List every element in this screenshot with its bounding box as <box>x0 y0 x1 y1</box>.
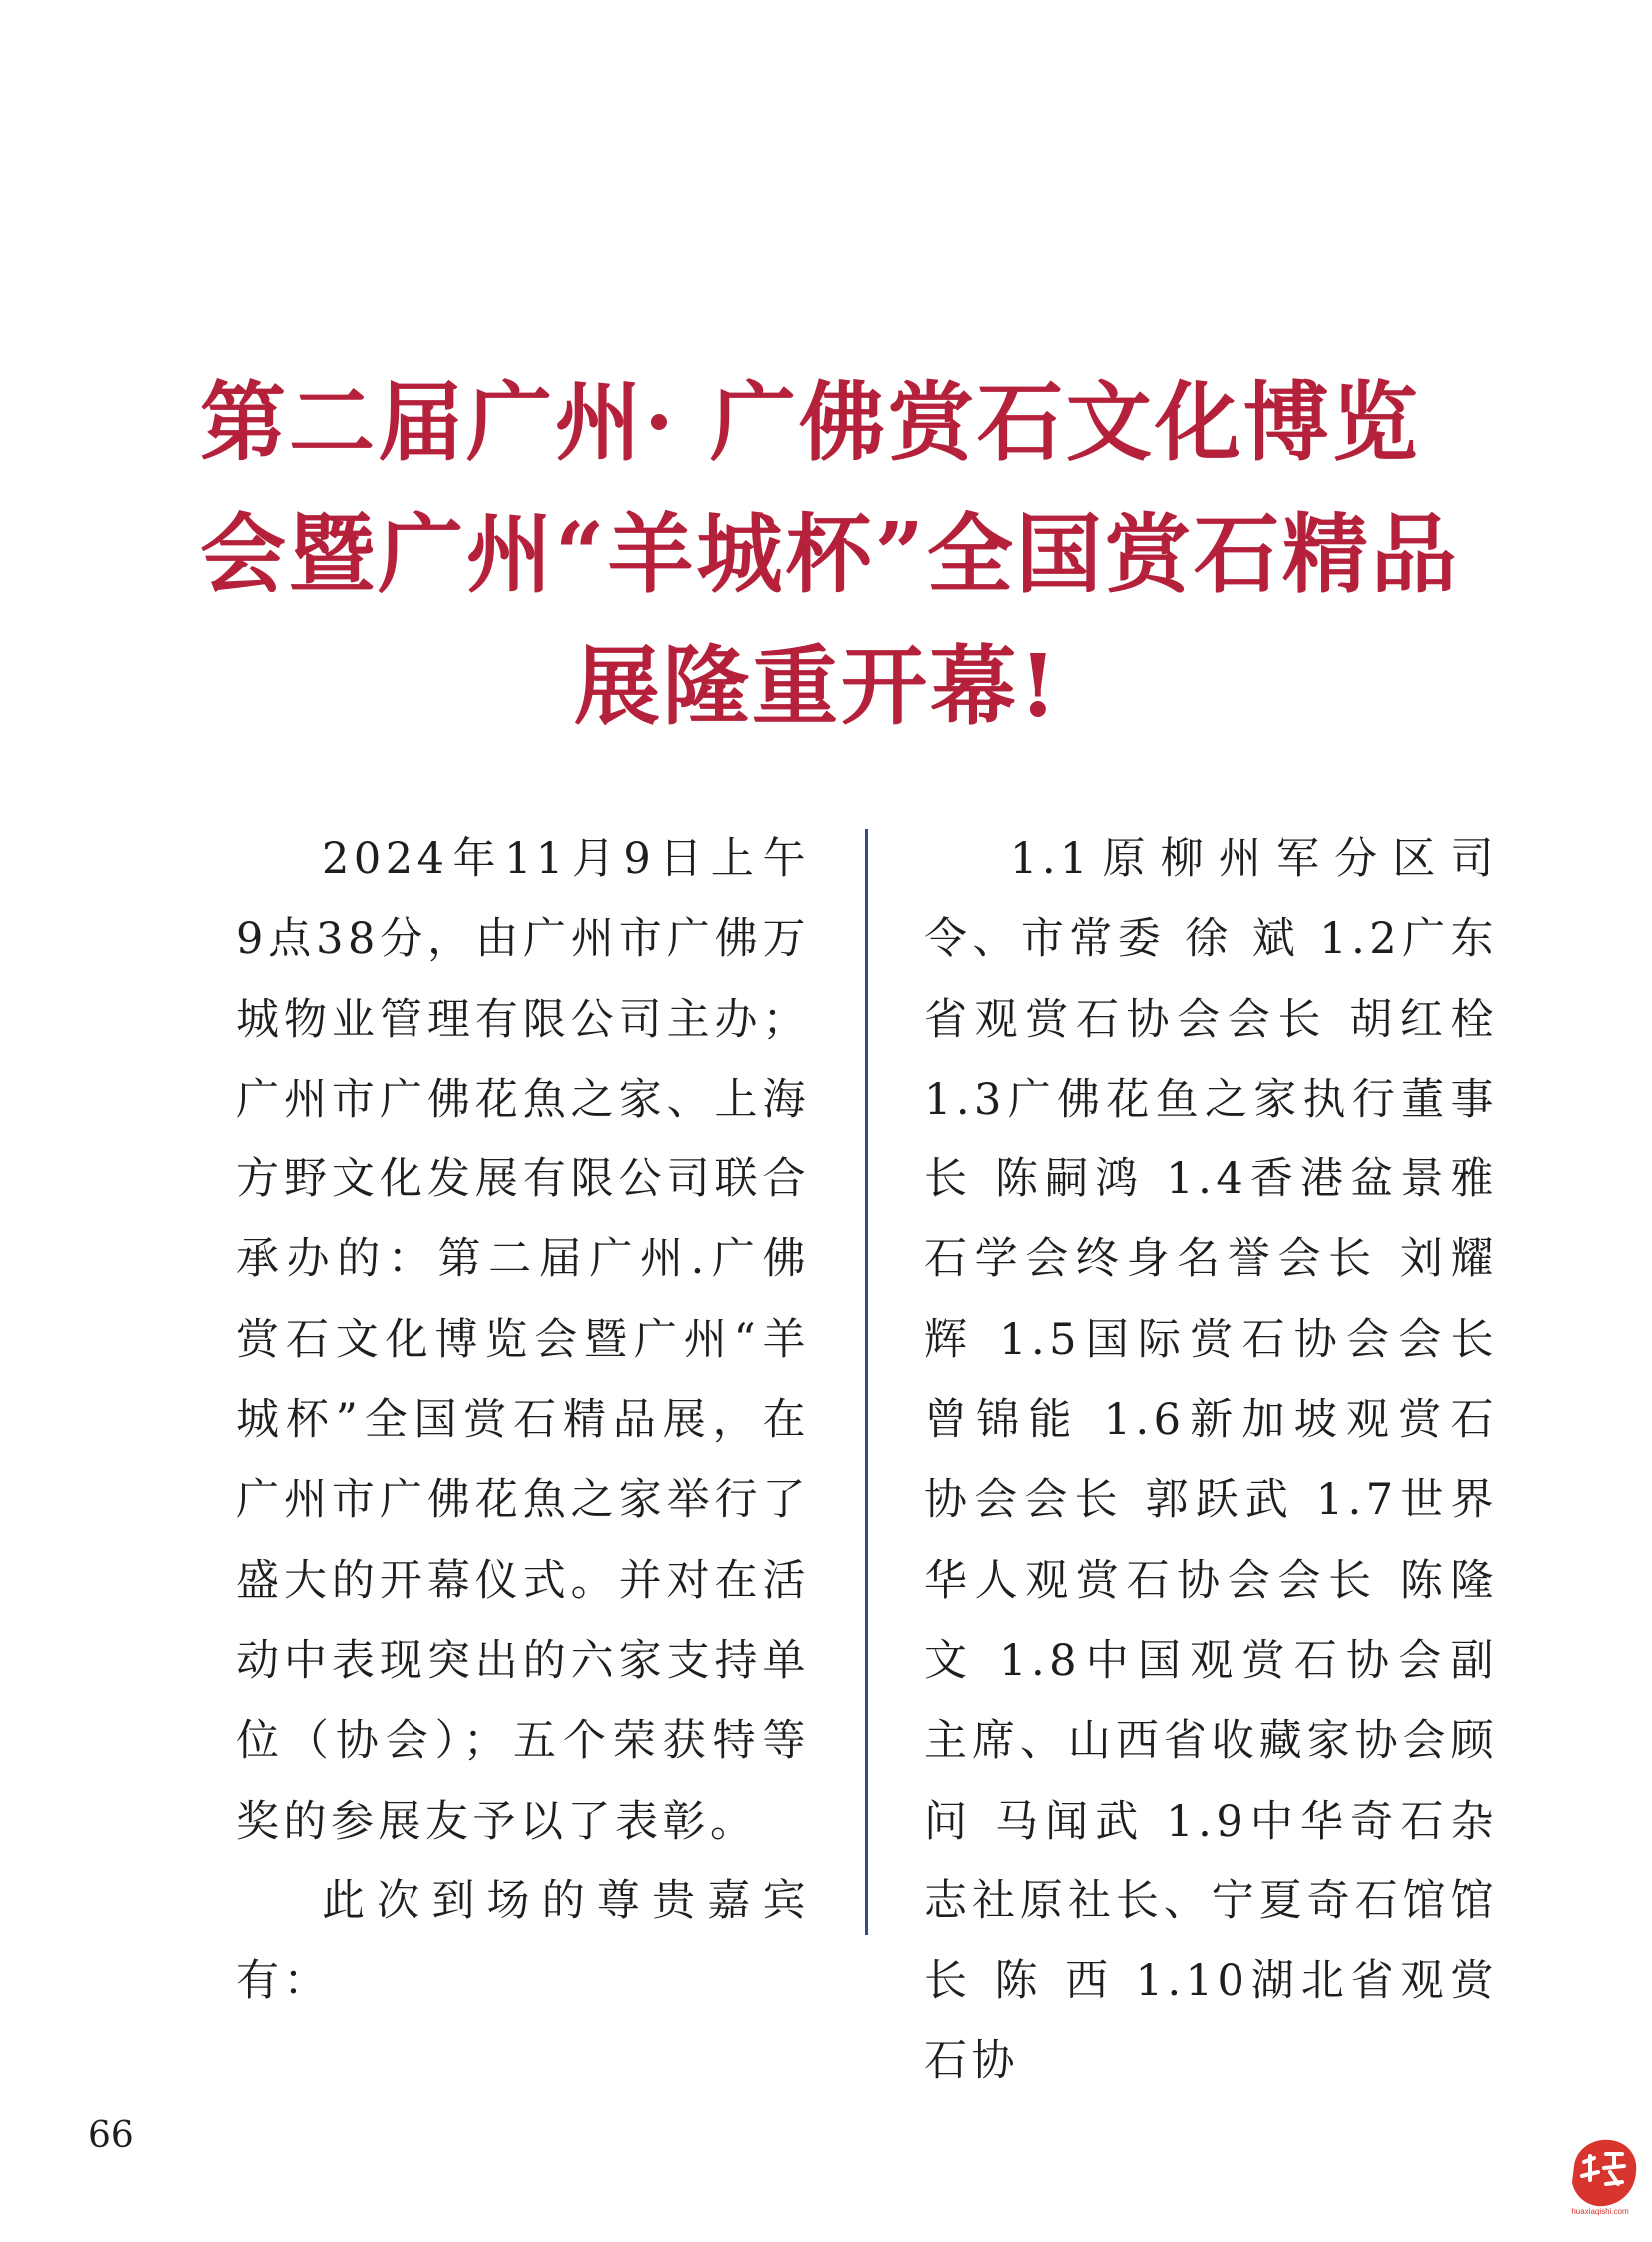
article-title <box>200 358 1458 753</box>
title-line-3: 展隆重开幕! <box>574 635 1060 737</box>
page-number: 66 <box>88 2115 134 2156</box>
title-line-2: 会暨广州“羊城杯”全国赏石精品 <box>200 503 1460 605</box>
title-line-1: 第二届广州· 广佛赏石文化博览 <box>200 372 1421 473</box>
svg-text:huaxiaqishi.com: huaxiaqishi.com <box>1571 2207 1629 2216</box>
left-text-column <box>236 819 810 2021</box>
body-paragraph-intro: 2024年11月9日上午9点38分，由广州市广佛万城物业管理有限公司主办；广州市广佛花魚之家、上海方野文化发展有限公司联合承办的：第二届广州.广佛赏石文化博览会暨广州“羊城杯”全国赏石精品展，在广州市广佛花魚之家举行了盛大的开幕仪式。并对在活动中表现突出的六家支持单位（协会）；五个荣获特等奖的参展友予以了表彰。 <box>236 834 810 1847</box>
right-text-column <box>924 819 1498 2102</box>
body-paragraph-guests-intro: 此次到场的尊贵嘉宾有： <box>236 1875 810 2007</box>
body-paragraph-guest-list: 1.1原柳州军分区司令、市常委 徐 斌 1.2广东省观赏石协会会长 胡红栓 1.3广佛花鱼之家执行董事长 陈嗣鸿 1.4香港盆景雅石学会终身名誉会长 刘耀辉 1.5国际赏石协会会长 曾锦能 1.6新加坡观赏石协会会长 郭跃武 1.7世界华人观赏石协会会长 陈隆文 1.8中国观赏石协会副主席、山西省收藏家协会顾问 马闻武 1.9中华奇石杂志社原社长、宁夏奇石馆馆长 陈 西 1.10湖北省观赏石协 <box>924 834 1498 2087</box>
watermark-seal-icon <box>1560 2132 1644 2216</box>
column-divider <box>865 829 868 1935</box>
